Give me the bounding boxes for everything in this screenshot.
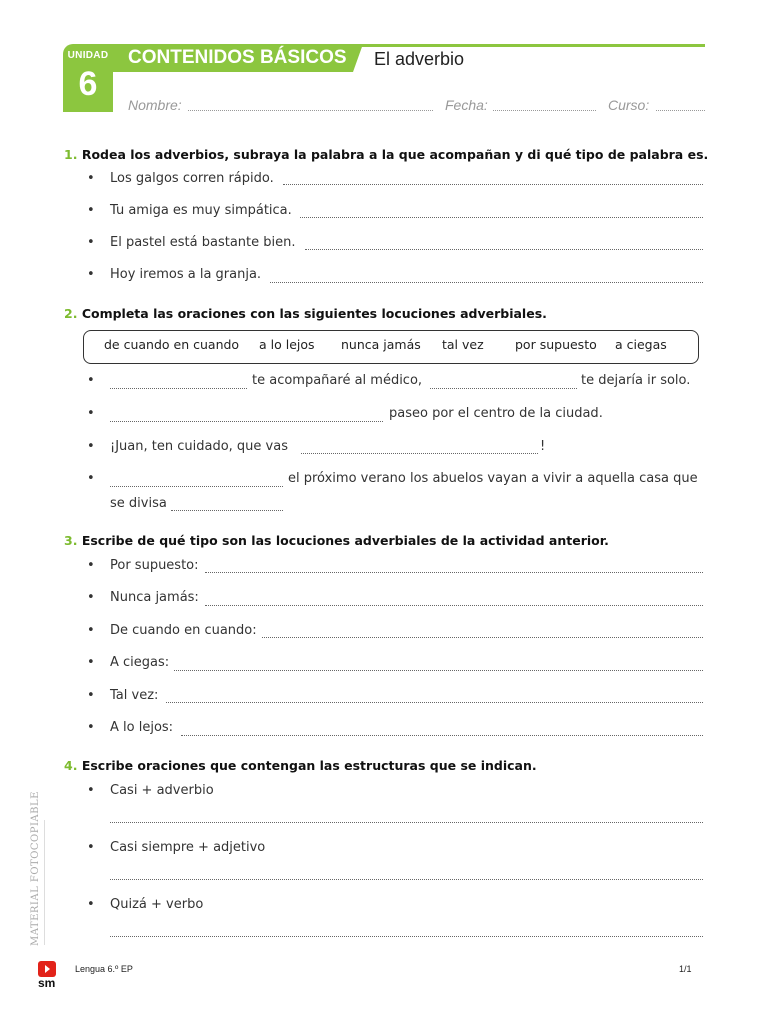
list-item: Hoy iremos a la granja. bbox=[110, 267, 262, 282]
topic-title: El adverbio bbox=[374, 49, 465, 69]
answer-line[interactable] bbox=[205, 572, 703, 573]
bullet-icon: • bbox=[87, 655, 95, 670]
bullet-icon: • bbox=[87, 471, 95, 486]
answer-line[interactable] bbox=[181, 735, 703, 736]
unit-number: 6 bbox=[78, 65, 98, 103]
answer-line[interactable] bbox=[110, 388, 247, 389]
list-item: Tu amiga es muy simpática. bbox=[110, 203, 292, 218]
list-item: Por supuesto: bbox=[110, 558, 199, 573]
phrase-item: por supuesto bbox=[515, 337, 597, 352]
list-item: Casi siempre + adjetivo bbox=[110, 840, 266, 855]
question-instruction: Completa las oraciones con las siguientes locuciones adverbiales. bbox=[81, 306, 547, 321]
bullet-icon: • bbox=[87, 688, 95, 703]
answer-line[interactable] bbox=[430, 388, 577, 389]
answer-line[interactable] bbox=[110, 936, 703, 937]
list-item: De cuando en cuando: bbox=[110, 623, 257, 638]
answer-line[interactable] bbox=[270, 282, 703, 283]
answer-line[interactable] bbox=[171, 510, 283, 511]
bullet-icon: • bbox=[87, 590, 95, 605]
bullet-icon: • bbox=[87, 171, 95, 186]
bullet-icon: • bbox=[87, 267, 95, 282]
phrase-item: a lo lejos bbox=[259, 337, 315, 352]
bullet-icon: • bbox=[87, 439, 95, 454]
phrase-item: nunca jamás bbox=[341, 337, 421, 352]
sentence-text: paseo por el centro de la ciudad. bbox=[389, 406, 603, 421]
question-number: 3. bbox=[64, 533, 78, 548]
name-field[interactable] bbox=[188, 110, 433, 111]
course-field[interactable] bbox=[656, 110, 705, 111]
question-number: 4. bbox=[64, 758, 78, 773]
answer-line[interactable] bbox=[301, 453, 538, 454]
sentence-text: se divisa bbox=[110, 496, 167, 511]
question-2 bbox=[64, 306, 547, 321]
question-instruction: Rodea los adverbios, subraya la palabra a la que acompañan y di qué tipo de palabra es. bbox=[81, 147, 709, 162]
answer-line[interactable] bbox=[166, 702, 703, 703]
question-number: 1. bbox=[64, 147, 78, 162]
answer-line[interactable] bbox=[110, 822, 703, 823]
sentence-text: el próximo verano los abuelos vayan a vivir a aquella casa que bbox=[288, 471, 698, 486]
list-item: Los galgos corren rápido. bbox=[110, 171, 274, 186]
list-item: Quizá + verbo bbox=[110, 897, 204, 912]
question-number: 2. bbox=[64, 306, 78, 321]
bullet-icon: • bbox=[87, 897, 95, 912]
bullet-icon: • bbox=[87, 203, 95, 218]
date-label: Fecha: bbox=[445, 97, 488, 113]
list-item: Casi + adverbio bbox=[110, 783, 214, 798]
sentence-text: ¡Juan, ten cuidado, que vas bbox=[110, 439, 288, 454]
date-field[interactable] bbox=[493, 110, 596, 111]
list-item: A ciegas: bbox=[110, 655, 170, 670]
name-label: Nombre: bbox=[128, 97, 182, 113]
phrase-item: de cuando en cuando bbox=[104, 337, 240, 352]
question-instruction: Escribe oraciones que contengan las estructuras que se indican. bbox=[81, 758, 537, 773]
sentence-text: te dejaría ir solo. bbox=[581, 373, 691, 388]
bullet-icon: • bbox=[87, 406, 95, 421]
list-item: Tal vez: bbox=[110, 688, 159, 703]
course-label: Curso: bbox=[608, 97, 650, 113]
bullet-icon: • bbox=[87, 840, 95, 855]
section-title: CONTENIDOS BÁSICOS bbox=[128, 47, 347, 68]
side-text: MATERIAL FOTOCOPIABLE bbox=[30, 791, 41, 946]
page-number: 1/1 bbox=[679, 964, 692, 974]
answer-line[interactable] bbox=[262, 637, 703, 638]
list-item: A lo lejos: bbox=[110, 720, 174, 735]
question-instruction: Escribe de qué tipo son las locuciones adverbiales de la actividad anterior. bbox=[81, 533, 609, 548]
bullet-icon: • bbox=[87, 373, 95, 388]
question-3 bbox=[64, 533, 609, 548]
bullet-icon: • bbox=[87, 558, 95, 573]
list-item: El pastel está bastante bien. bbox=[110, 235, 296, 250]
sentence-text: te acompañaré al médico, bbox=[252, 373, 423, 388]
sentence-text: ! bbox=[540, 439, 546, 454]
answer-line[interactable] bbox=[110, 879, 703, 880]
bullet-icon: • bbox=[87, 623, 95, 638]
answer-line[interactable] bbox=[174, 670, 703, 671]
question-1 bbox=[64, 147, 708, 162]
answer-line[interactable] bbox=[110, 486, 283, 487]
answer-line[interactable] bbox=[110, 421, 383, 422]
phrase-item: a ciegas bbox=[615, 337, 667, 352]
question-4 bbox=[64, 758, 537, 773]
answer-line[interactable] bbox=[300, 217, 703, 218]
answer-line[interactable] bbox=[305, 249, 703, 250]
bullet-icon: • bbox=[87, 720, 95, 735]
side-rule bbox=[44, 820, 45, 945]
unit-label: UNIDAD bbox=[67, 50, 109, 61]
answer-line[interactable] bbox=[205, 605, 703, 606]
bullet-icon: • bbox=[87, 783, 95, 798]
footer-subject: Lengua 6.º EP bbox=[75, 964, 133, 974]
bullet-icon: • bbox=[87, 235, 95, 250]
logo-icon bbox=[38, 961, 56, 977]
list-item: Nunca jamás: bbox=[110, 590, 199, 605]
answer-line[interactable] bbox=[283, 184, 703, 185]
logo-text: sm bbox=[38, 976, 56, 990]
phrase-item: tal vez bbox=[442, 337, 484, 352]
